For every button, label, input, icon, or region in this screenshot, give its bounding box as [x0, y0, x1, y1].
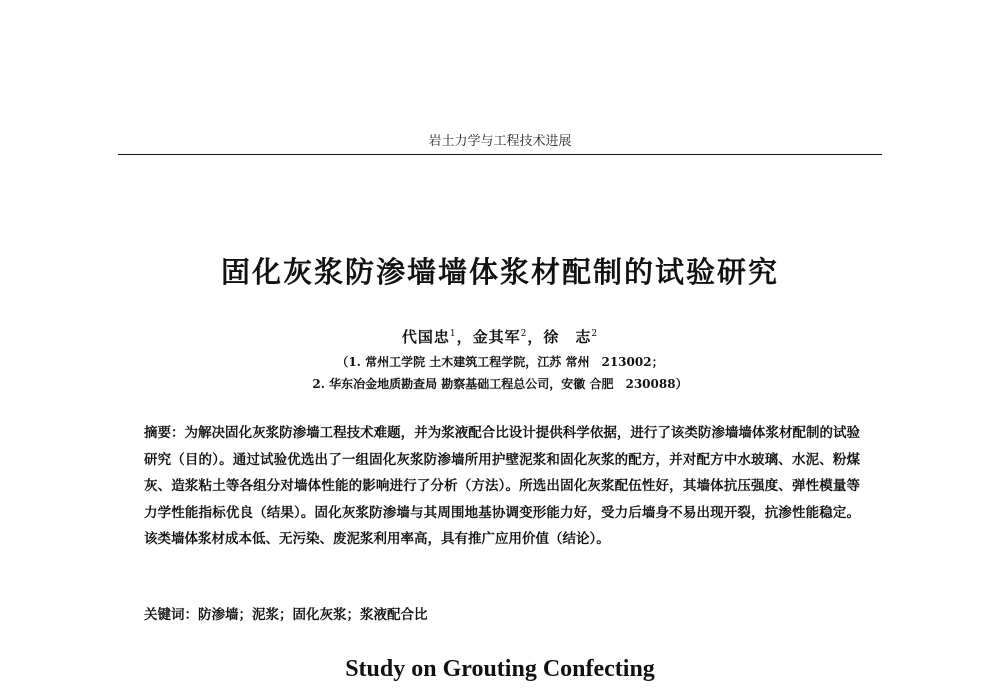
author-separator: ， — [456, 328, 473, 346]
abstract-label: 摘要： — [144, 425, 185, 441]
english-title: Study on Grouting Confecting — [345, 656, 655, 682]
header-rule — [118, 154, 882, 155]
author-name: 代国忠 — [401, 328, 450, 346]
keywords-text: 防渗墙；泥浆；固化灰浆；浆液配合比 — [198, 607, 428, 623]
author-affiliation-mark: 2 — [591, 329, 599, 339]
author-name: 金其军 — [472, 328, 521, 346]
author-name: 徐 志 — [543, 328, 592, 346]
author-separator: ， — [527, 328, 544, 346]
author-list — [200, 326, 800, 347]
journal-header: 岩土力学与工程技术进展 — [428, 134, 572, 149]
paper-title: 固化灰浆防渗墙墙体浆材配制的试验研究 — [220, 255, 779, 289]
affiliation-2: 2. 华东冶金地质勘查局 勘察基础工程总公司，安徽 合肥 230088） — [312, 377, 688, 391]
keywords — [144, 603, 860, 623]
abstract — [144, 420, 860, 553]
abstract-text: 为解决固化灰浆防渗墙工程技术难题，并为浆液配合比设计提供科学依据，进行了该类防渗墙墙体浆材配制的试验研究（目的）。通过试验优选出了一组固化灰浆防渗墙所用护壁泥浆和固化灰浆的配方，并对配方中水玻璃、水泥、粉煤灰、造浆粘土等各组分对墙体性能的影响进行了分析（方法）。所选出固化灰浆配伍性好，其墙体抗压强度、弹性模量等力学性能指标优良（结果）。固化灰浆防渗墙与其周围地基协调变形能力好，受力后墙身不易出现开裂，抗渗性能稳定。该类墙体浆材成本低、无污染、废泥浆利用率高，具有推广应用价值（结论）。 — [144, 425, 861, 547]
keywords-label: 关键词： — [144, 607, 198, 623]
author-affiliation-mark: 2 — [520, 329, 528, 339]
affiliation-1: （1. 常州工学院 土木建筑工程学院，江苏 常州 213002； — [336, 355, 664, 369]
author-affiliation-mark: 1 — [449, 329, 457, 339]
